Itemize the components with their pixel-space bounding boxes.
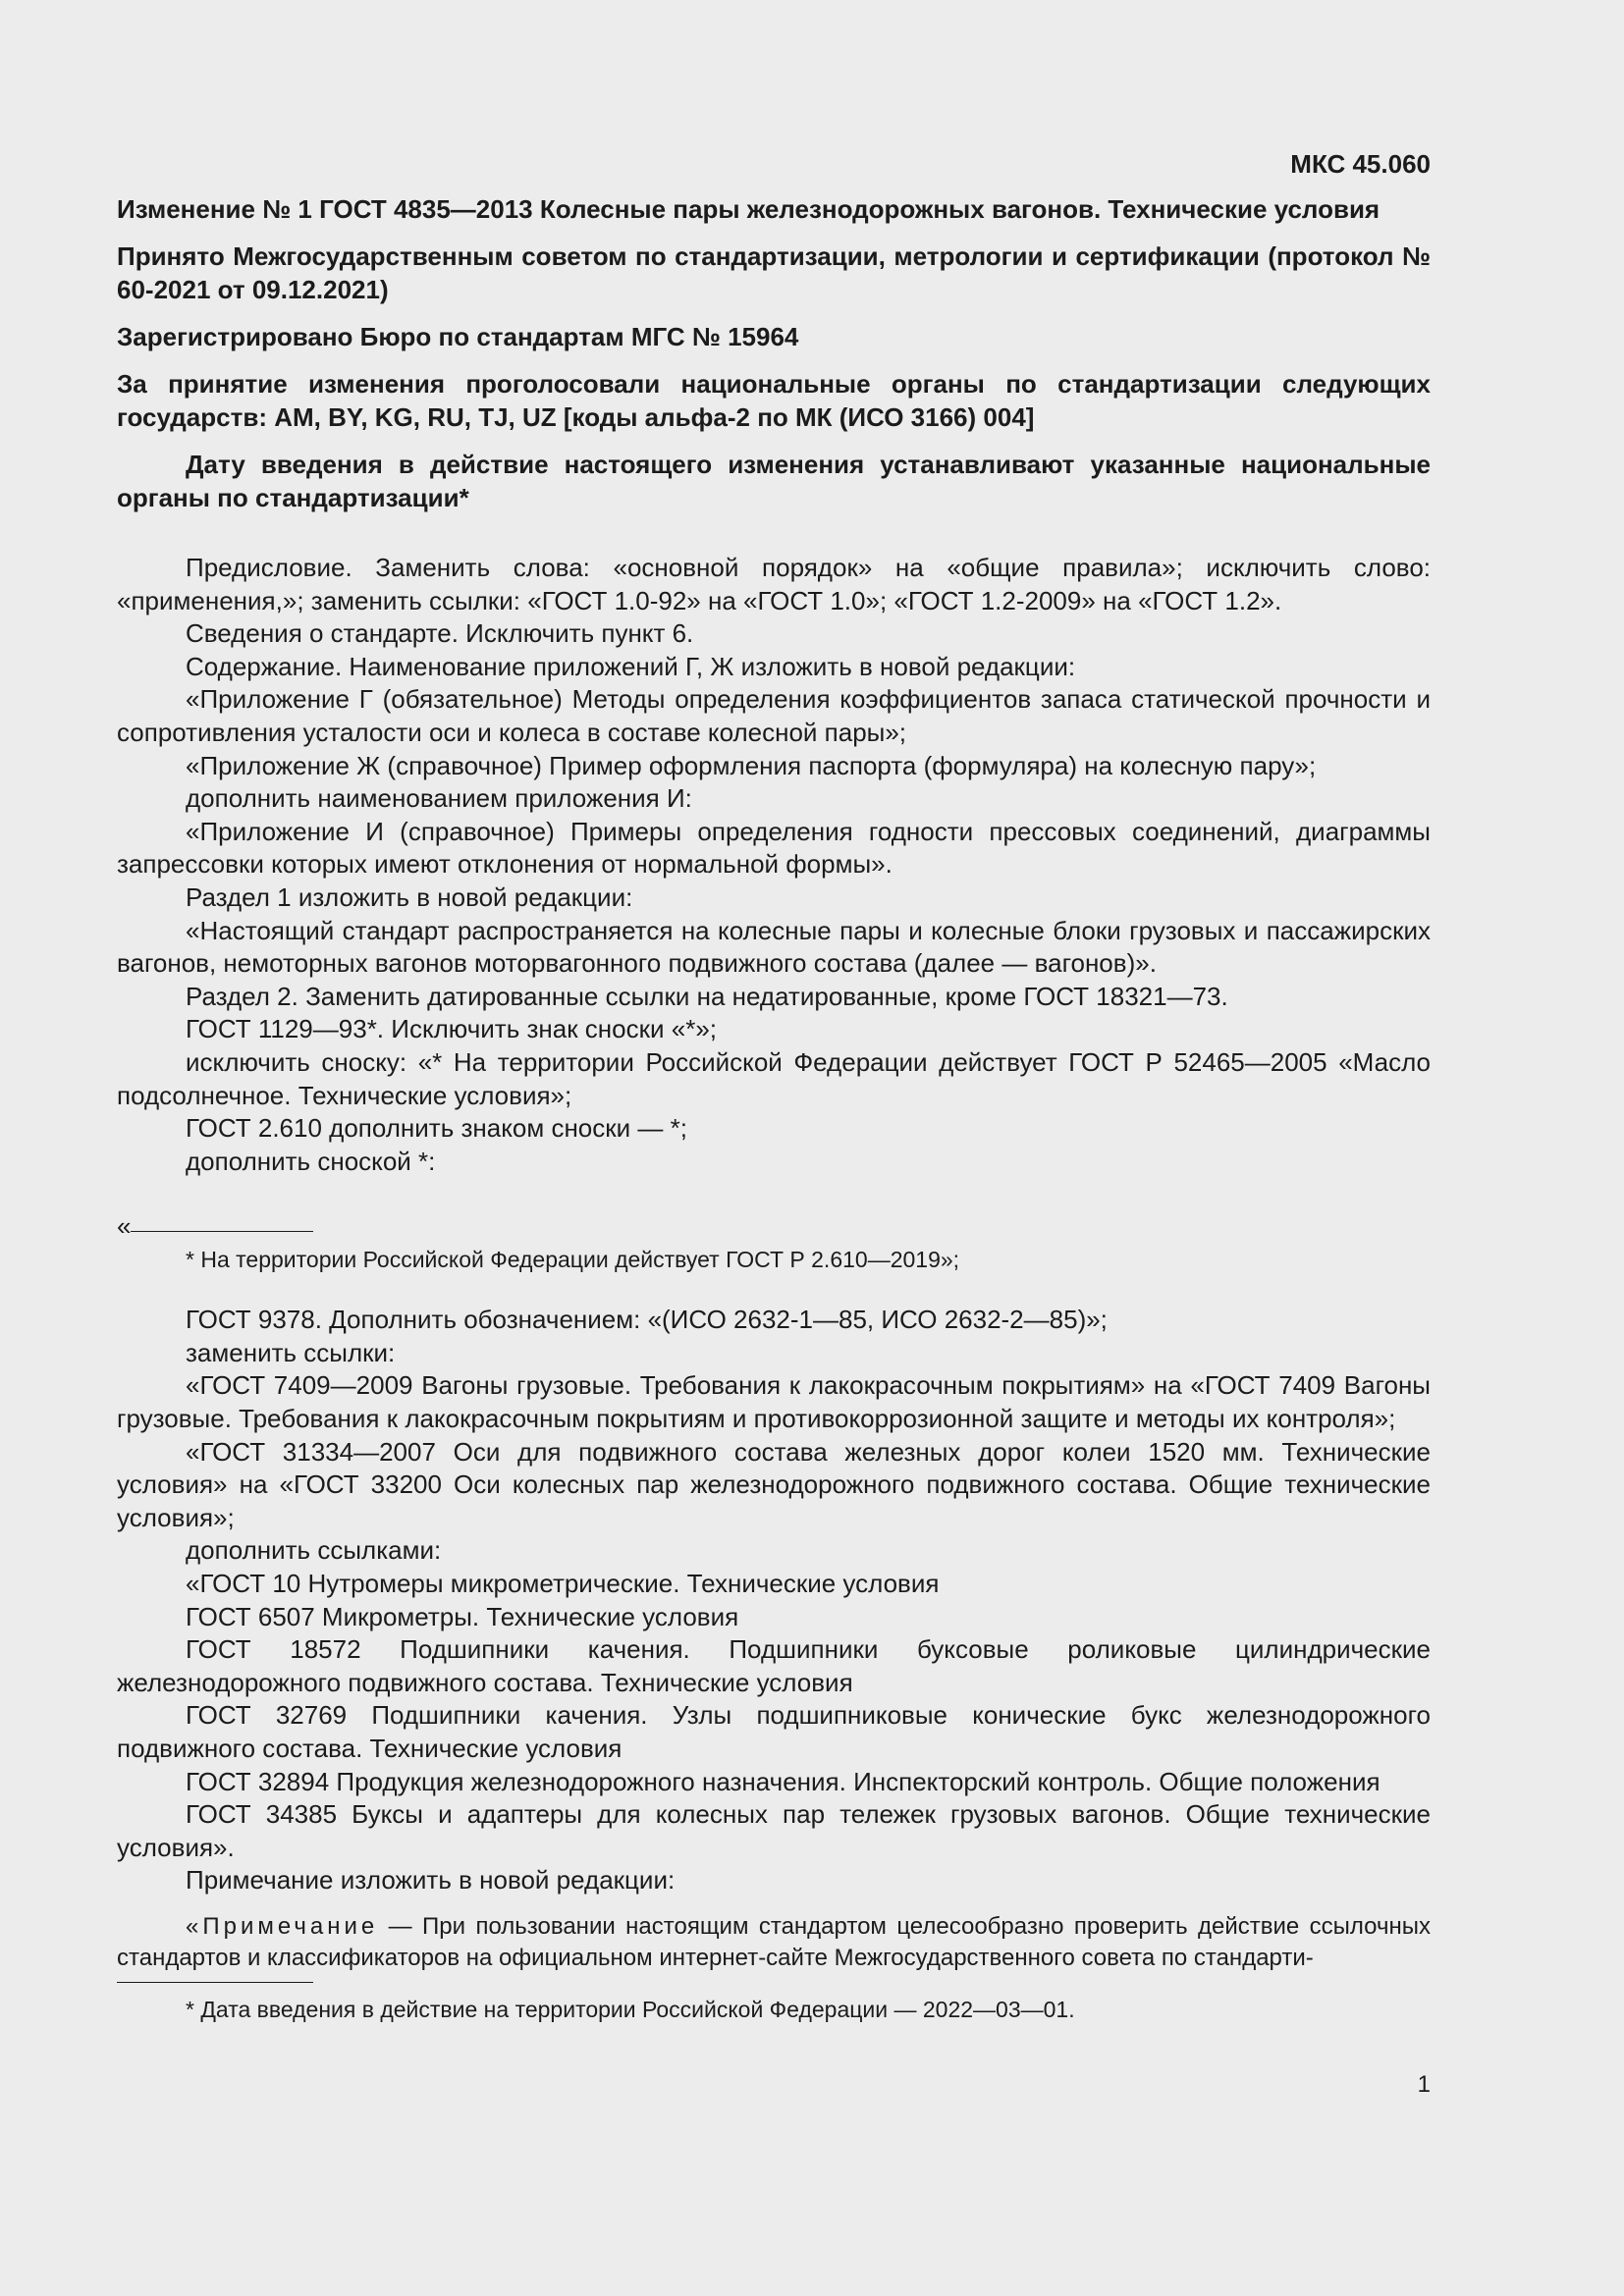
paragraph-remove-footnote: исключить сноску: «* На территории Российской Федерации действует ГОСТ Р 52465—2005 «Масло подсолнечное. Технические условия»; <box>117 1046 1431 1110</box>
effective-date-statement: Дату введения в действие настоящего изменения устанавливают указанные национальные органы по стандартизации* <box>117 450 1431 512</box>
paragraph-annex-g: «Приложение Г (обязательное) Методы определения коэффициентов запаса статической прочности и сопротивления усталости оси и колеса в составе колесной пары»; <box>117 684 1431 747</box>
adopted-statement: Принято Межгосударственным советом по стандартизации, метрологии и сертификации (протокол № 60-2021 от 09.12.2021) <box>117 241 1431 304</box>
paragraph-gost-34385: ГОСТ 34385 Буксы и адаптеры для колесных пар тележек грузовых вагонов. Общие технические условия». <box>117 1799 1431 1862</box>
quote-open: « <box>117 1211 132 1242</box>
paragraph-annex-zh: «Приложение Ж (справочное) Пример оформления паспорта (формуляра) на колесную пару»; <box>186 750 1317 780</box>
paragraph-add-refs: дополнить ссылками: <box>186 1535 442 1566</box>
inline-footnote-separator <box>117 1211 1431 1242</box>
paragraph-note-intro: Примечание изложить в новой редакции: <box>186 1865 676 1896</box>
paragraph-gost-31334: «ГОСТ 31334—2007 Оси для подвижного состава железных дорог колеи 1520 мм. Технические условия» на «ГОСТ 33200 Оси колесных пар железнодорожного подвижного состава. Общие технические условия»; <box>117 1436 1431 1532</box>
voted-statement: За принятие изменения проголосовали национальные органы по стандартизации следующих государств: AM, BY, KG, RU, TJ, UZ [коды альфа-2 по МК (ИСО 3166) 004] <box>117 369 1431 432</box>
paragraph-gost-9378: ГОСТ 9378. Дополнить обозначением: «(ИСО 2632-1—85, ИСО 2632-2—85)»; <box>186 1305 1108 1335</box>
paragraph-preface: Предисловие. Заменить слова: «основной порядок» на «общие правила»; исключить слово: «применения,»; заменить ссылки: «ГОСТ 1.0-92» на «ГОСТ 1.0»; «ГОСТ 1.2-2009» на «ГОСТ 1.2». <box>117 553 1431 615</box>
page-footnote-rule <box>117 1982 313 1983</box>
paragraph-add-footnote: дополнить сноской *: <box>186 1146 436 1176</box>
paragraph-section-1: Раздел 1 изложить в новой редакции: <box>186 881 633 912</box>
paragraph-gost-10: «ГОСТ 10 Нутромеры микрометрические. Технические условия <box>186 1569 940 1599</box>
paragraph-gost-32769: ГОСТ 32769 Подшипники качения. Узлы подшипниковые конические букс железнодорожного подвижного состава. Технические условия <box>117 1700 1431 1763</box>
paragraph-gost-7409: «ГОСТ 7409—2009 Вагоны грузовые. Требования к лакокрасочным покрытиям» на «ГОСТ 7409 Вагоны грузовые. Требования к лакокрасочным покрытиям и противокоррозионной защите и методы их контроля»; <box>117 1370 1431 1434</box>
page-footnote: * Дата введения в действие на территории Российской Федерации — 2022—03—01. <box>186 1996 1075 2022</box>
document-page <box>117 147 1431 2024</box>
note-text: — При пользовании настоящим стандартом целесообразно проверить действие ссылочных стандартов и классификаторов на официальном интернет-сайте Межгосударственного совета по стандарти- <box>117 1912 1431 1971</box>
paragraph-scope: «Настоящий стандарт распространяется на колесные пары и колесные блоки грузовых и пассажирских вагонов, немоторных вагонов моторвагонного подвижного состава (далее — вагонов)». <box>117 915 1431 979</box>
document-title: Изменение № 1 ГОСТ 4835—2013 Колесные пары железнодорожных вагонов. Технические условия <box>117 194 1380 224</box>
inline-footnote: * На территории Российской Федерации действует ГОСТ Р 2.610—2019»; <box>186 1247 960 1273</box>
paragraph-annex-i: «Приложение И (справочное) Примеры определения годности прессовых соединений, диаграммы запрессовки которых имеют отклонения от нормальной формы». <box>117 816 1431 880</box>
paragraph-gost-6507: ГОСТ 6507 Микрометры. Технические условия <box>186 1601 739 1631</box>
note-label: «Примечание <box>186 1912 379 1940</box>
paragraph-replace-refs: заменить ссылки: <box>186 1337 396 1367</box>
paragraph-gost-2610: ГОСТ 2.610 дополнить знаком сноски — *; <box>186 1113 687 1144</box>
amendment-body <box>117 552 1431 2024</box>
paragraph-gost-1129: ГОСТ 1129—93*. Исключить знак сноски «*»; <box>186 1014 717 1044</box>
registered-statement: Зарегистрировано Бюро по стандартам МГС № 15964 <box>117 322 799 351</box>
paragraph-contents: Содержание. Наименование приложений Г, Ж изложить в новой редакции: <box>186 651 1076 681</box>
paragraph-gost-18572: ГОСТ 18572 Подшипники качения. Подшипники буксовые роликовые цилиндрические железнодорожного подвижного состава. Технические условия <box>117 1634 1431 1697</box>
mks-code: МКС 45.060 <box>1290 149 1431 179</box>
paragraph-standard-info: Сведения о стандарте. Исключить пункт 6. <box>186 618 694 649</box>
paragraph-gost-32894: ГОСТ 32894 Продукция железнодорожного назначения. Инспекторский контроль. Общие положения <box>186 1766 1380 1796</box>
note-paragraph <box>117 1911 1431 1974</box>
page-number: 1 <box>1417 2071 1431 2098</box>
paragraph-add-annex-i: дополнить наименованием приложения И: <box>186 783 692 814</box>
footnote-rule <box>131 1231 313 1232</box>
paragraph-section-2: Раздел 2. Заменить датированные ссылки на недатированные, кроме ГОСТ 18321—73. <box>186 981 1228 1011</box>
